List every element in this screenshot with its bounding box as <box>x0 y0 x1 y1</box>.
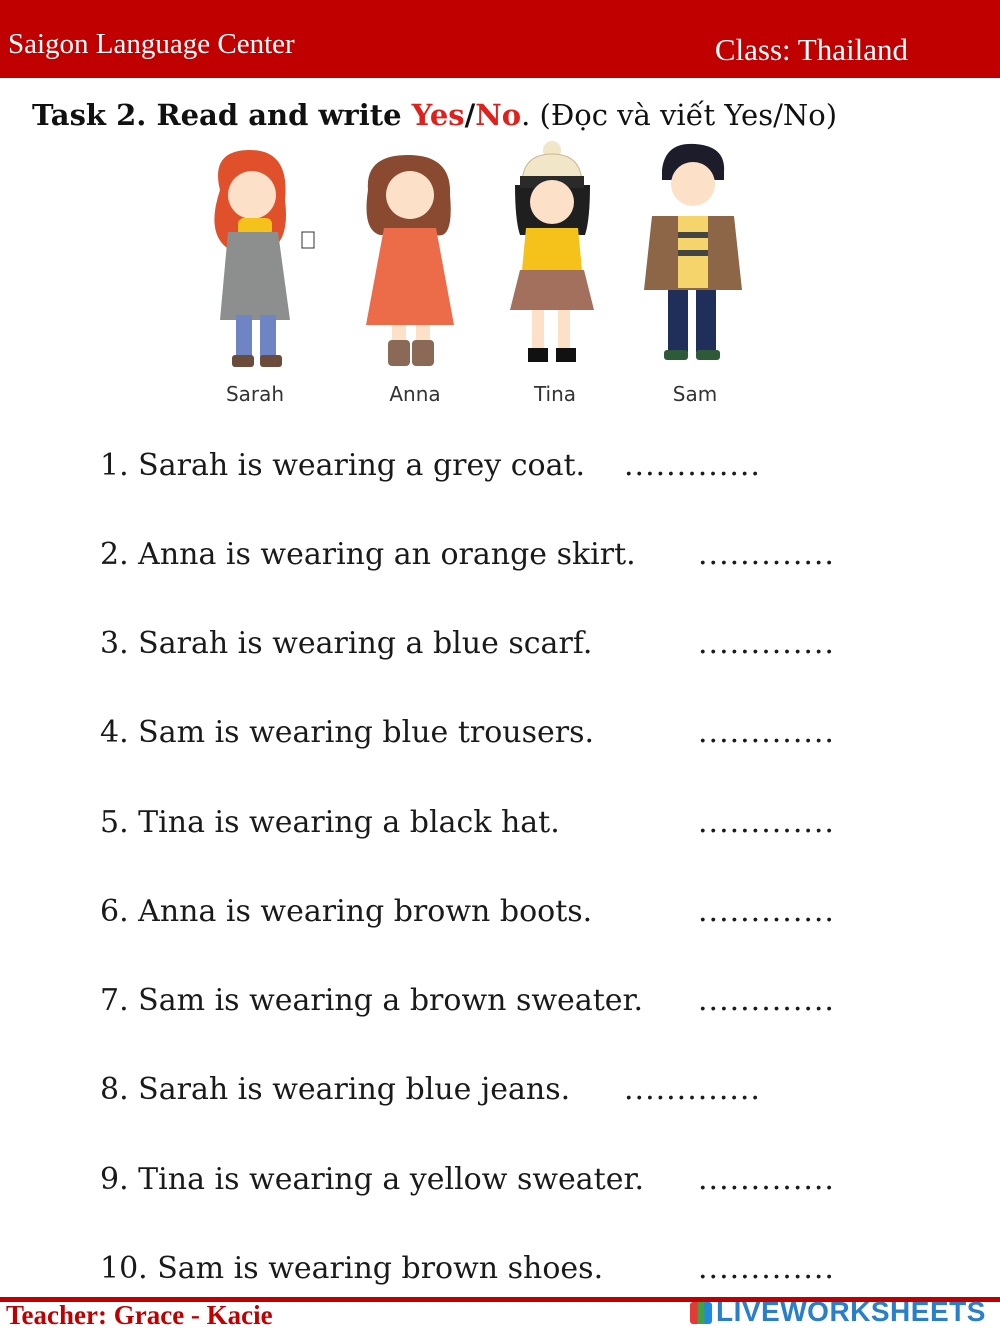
answer-blank-7[interactable]: ............. <box>698 983 835 1018</box>
task-instruction <box>32 98 837 132</box>
liveworksheets-icon <box>690 1302 712 1324</box>
task-lead: Task 2. Read and write <box>32 98 412 132</box>
answer-blank-1[interactable]: ............. <box>624 448 761 483</box>
answer-blank-9[interactable]: ............. <box>698 1162 835 1197</box>
answer-blank-2[interactable]: ............. <box>698 537 835 572</box>
question-6: 6. Anna is wearing brown boots. <box>100 894 593 929</box>
character-sarah <box>190 140 320 410</box>
sarah-figure-icon <box>190 140 340 380</box>
question-1: 1. Sarah is wearing a grey coat. <box>100 448 586 483</box>
anna-figure-icon <box>350 140 480 380</box>
sam-figure-icon <box>630 140 760 380</box>
class-name: Class: Thailand <box>714 32 908 67</box>
question-4: 4. Sam is wearing blue trousers. <box>100 715 595 750</box>
question-10: 10. Sam is wearing brown shoes. <box>100 1251 604 1286</box>
question-7: 7. Sam is wearing a brown sweater. <box>100 983 644 1018</box>
characters-illustration <box>190 140 770 410</box>
answer-blank-8[interactable]: ............. <box>624 1072 761 1107</box>
question-8: 8. Sarah is wearing blue jeans. <box>100 1072 571 1107</box>
character-name-sam: Sam <box>672 382 718 406</box>
tina-figure-icon <box>490 140 620 380</box>
teacher-name: Teacher: Grace - Kacie <box>6 1300 273 1330</box>
character-tina <box>490 140 620 410</box>
task-no: No <box>475 98 522 132</box>
task-yes: Yes <box>411 98 465 132</box>
answer-blank-4[interactable]: ............. <box>698 715 835 750</box>
question-2: 2. Anna is wearing an orange skirt. <box>100 537 636 572</box>
character-name-sarah: Sarah <box>225 382 285 406</box>
center-name: Saigon Language Center <box>8 28 295 60</box>
liveworksheets-text: LIVEWORKSHEETS <box>716 1296 986 1327</box>
header-bar <box>0 0 1000 78</box>
question-9: 9. Tina is wearing a yellow sweater. <box>100 1162 645 1197</box>
answer-blank-10[interactable]: ............. <box>698 1251 835 1286</box>
question-5: 5. Tina is wearing a black hat. <box>100 805 560 840</box>
task-tail: . (Đọc và viết Yes/No) <box>521 98 838 132</box>
character-sam <box>630 140 760 410</box>
answer-blank-3[interactable]: ............. <box>698 626 835 661</box>
liveworksheets-logo <box>690 1296 986 1328</box>
character-name-tina: Tina <box>533 382 577 406</box>
task-slash: / <box>464 98 476 132</box>
character-anna <box>350 140 480 410</box>
answer-blank-6[interactable]: ............. <box>698 894 835 929</box>
character-name-anna: Anna <box>389 382 441 406</box>
answer-blank-5[interactable]: ............. <box>698 805 835 840</box>
question-3: 3. Sarah is wearing a blue scarf. <box>100 626 593 661</box>
